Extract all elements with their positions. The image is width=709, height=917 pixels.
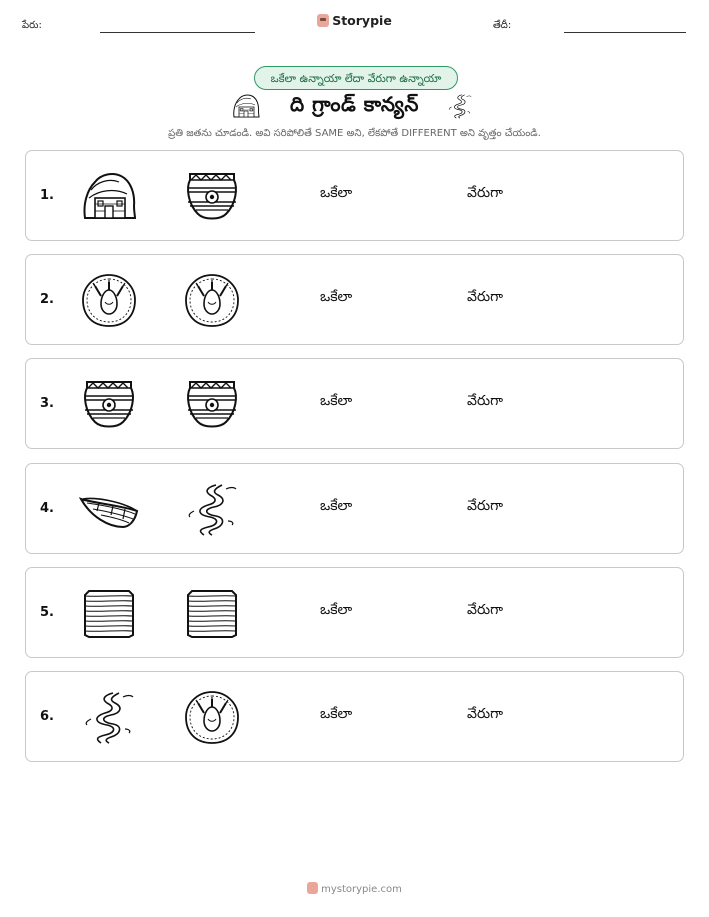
storypie-logo-icon — [307, 882, 318, 894]
question-row — [25, 671, 684, 762]
different-option[interactable]: వేరుగా — [467, 706, 503, 722]
worksheet-type-pill: ఒకేలా ఉన్నాయా లేదా వేరుగా ఉన్నాయా — [254, 66, 458, 90]
storypie-logo-icon — [317, 14, 329, 27]
question-number: 4. — [40, 501, 54, 516]
question-number: 5. — [40, 605, 54, 620]
question-number: 6. — [40, 709, 54, 724]
rock-layers-icon — [79, 585, 139, 641]
brand — [0, 13, 709, 28]
question-number: 3. — [40, 396, 54, 411]
same-option[interactable]: ఒకేలా — [320, 602, 353, 618]
question-row — [25, 358, 684, 449]
date-label: తేదీ: — [493, 20, 512, 31]
name-label: పేరు: — [22, 20, 42, 31]
fossil-icon — [79, 272, 139, 328]
question-row — [25, 463, 684, 554]
question-number: 1. — [40, 188, 54, 203]
boat-icon — [79, 481, 139, 537]
different-option[interactable]: వేరుగా — [467, 498, 503, 514]
question-number: 2. — [40, 292, 54, 307]
same-option[interactable]: ఒకేలా — [320, 706, 353, 722]
question-row — [25, 150, 684, 241]
date-line[interactable] — [564, 32, 686, 33]
fossil-icon — [182, 272, 242, 328]
fossil-icon — [182, 689, 242, 745]
different-option[interactable]: వేరుగా — [467, 185, 503, 201]
rock-layers-icon — [182, 585, 242, 641]
same-option[interactable]: ఒకేలా — [320, 393, 353, 409]
pottery-icon — [182, 376, 242, 432]
instructions: ప్రతి జతను చూడండి. అవి సరిపోలితే SAME అని, లేకపోతే DIFFERENT అని వృత్తం చేయండి. — [168, 128, 541, 139]
question-row — [25, 254, 684, 345]
cliff-dwelling-icon — [79, 168, 139, 224]
question-row — [25, 567, 684, 658]
footer-url[interactable]: mystorypie.com — [321, 884, 402, 895]
pottery-icon — [79, 376, 139, 432]
same-option[interactable]: ఒకేలా — [320, 289, 353, 305]
different-option[interactable]: వేరుగా — [467, 289, 503, 305]
river-icon — [182, 481, 242, 537]
same-option[interactable]: ఒకేలా — [320, 498, 353, 514]
river-icon — [446, 92, 474, 120]
river-icon — [79, 689, 139, 745]
footer — [0, 882, 709, 895]
page-title: ది గ్రాండ్ కాన్యన్ — [290, 92, 419, 116]
same-option[interactable]: ఒకేలా — [320, 185, 353, 201]
pottery-icon — [182, 168, 242, 224]
different-option[interactable]: వేరుగా — [467, 393, 503, 409]
brand-name: Storypie — [332, 13, 392, 28]
different-option[interactable]: వేరుగా — [467, 602, 503, 618]
name-line[interactable] — [100, 32, 255, 33]
